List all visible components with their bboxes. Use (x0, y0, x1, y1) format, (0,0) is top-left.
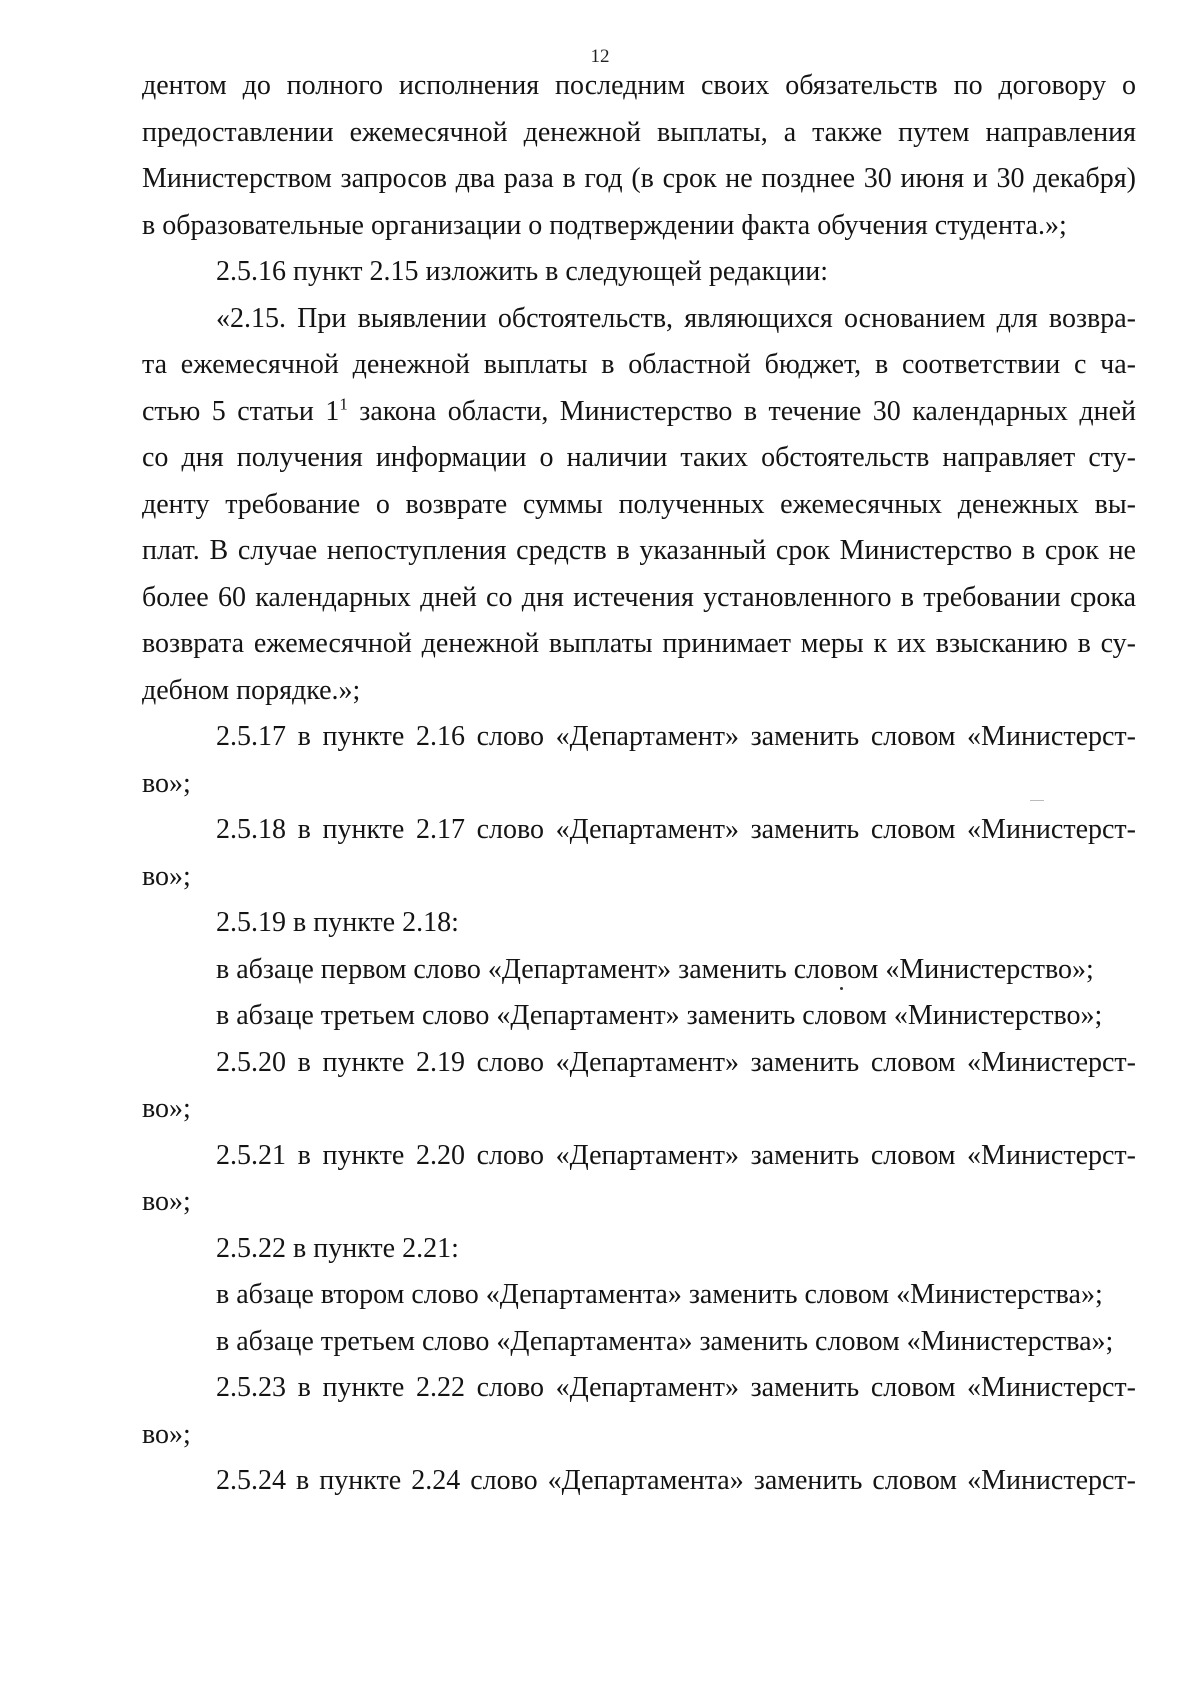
text-line: во»; (142, 860, 191, 892)
text-line: в абзаце третьем слово «Департамент» заменить словом «Министерство»; (216, 1000, 1103, 1031)
text-line: в абзаце третьем слово «Департамента» заменить словом «Министерства»; (216, 1325, 1114, 1357)
text-line: 2.5.17 в пункте 2.16 слово «Департамент» заменить словом «Министерст- (216, 721, 1136, 752)
text-line: предоставлении ежемесячной денежной выплаты, а также путем направления (142, 116, 1136, 148)
text-line (142, 392, 1136, 432)
text-line: во»; (142, 1093, 191, 1124)
text-line: в абзаце втором слово «Департамента» заменить словом «Министерства»; (216, 1279, 1103, 1310)
text-line: во»; (142, 767, 191, 799)
text-line: более 60 календарных дней со дня истечения установленного в требовании срока (142, 581, 1136, 613)
text-line: 2.5.18 в пункте 2.17 слово «Департамент» заменить словом «Министерст- (216, 814, 1136, 845)
text-fragment: закона области, Министерство в течение 30 календарных дней (347, 395, 1136, 427)
text-line: денту требование о возврате суммы полученных ежемесячных денежных вы- (142, 488, 1136, 520)
text-line: дентом до полного исполнения последним своих обязательств по договору о (142, 70, 1136, 101)
text-line: дебном порядке.»; (142, 674, 361, 706)
text-line: плат. В случае непоступления средств в указанный срок Министерство в срок не (142, 535, 1136, 566)
text-line: Министерством запросов два раза в год (в срок не позднее 30 июня и 30 декабря) (142, 163, 1136, 194)
text-line: во»; (142, 1418, 191, 1450)
page-number: 12 (590, 46, 610, 67)
text-line: 2.5.22 в пункте 2.21: (216, 1232, 459, 1264)
superscript: 1 (339, 394, 348, 414)
text-line: со дня получения информации о наличии таких обстоятельств направляет сту- (142, 442, 1136, 473)
text-line: 2.5.20 в пункте 2.19 слово «Департамент» заменить словом «Министерст- (216, 1046, 1136, 1078)
text-line: во»; (142, 1186, 191, 1217)
text-line: 2.5.16 пункт 2.15 изложить в следующей редакции: (216, 256, 828, 287)
text-line: в абзаце первом слово «Департамент» заменить словом «Министерство»; (216, 953, 1094, 985)
scan-mark (1030, 800, 1044, 801)
text-line: 2.5.23 в пункте 2.22 слово «Департамент» заменить словом «Министерст- (216, 1372, 1136, 1403)
text-line: в образовательные организации о подтверждении факта обучения студента.»; (142, 209, 1067, 241)
text-line: 2.5.24 в пункте 2.24 слово «Департамента» заменить словом «Министерст- (216, 1465, 1136, 1496)
text-line: «2.15. При выявлении обстоятельств, являющихся основанием для возвра- (216, 302, 1136, 334)
scan-speck (840, 987, 843, 990)
text-line: 2.5.21 в пункте 2.20 слово «Департамент» заменить словом «Министерст- (216, 1139, 1136, 1171)
text-line: возврата ежемесячной денежной выплаты принимает меры к их взысканию в су- (142, 628, 1136, 659)
text-line: та ежемесячной денежной выплаты в областной бюджет, в соответствии с ча- (142, 349, 1136, 380)
text-fragment: стью 5 статьи 1 (142, 395, 340, 427)
text-line: 2.5.19 в пункте 2.18: (216, 907, 459, 938)
